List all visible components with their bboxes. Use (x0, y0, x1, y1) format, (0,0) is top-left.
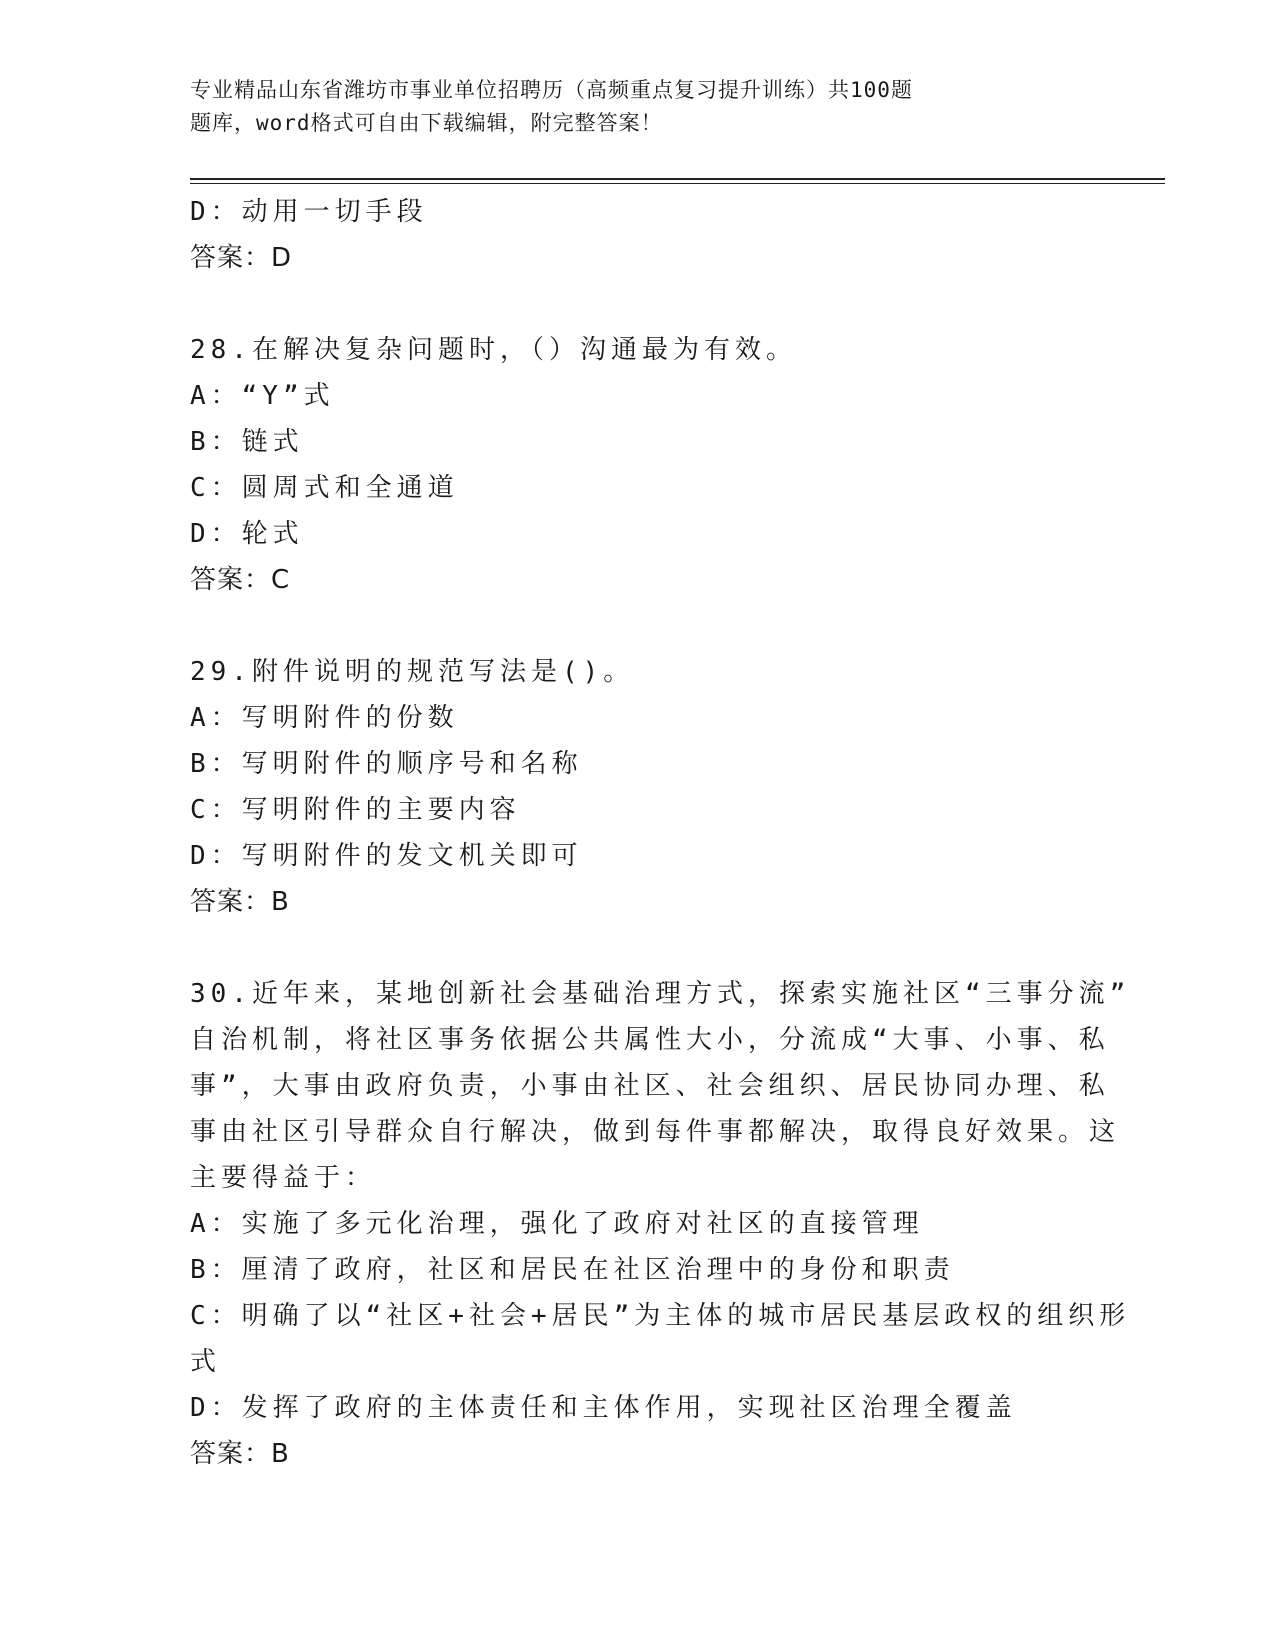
q29-option-b: B：写明附件的顺序号和名称 (190, 749, 583, 779)
header-divider-thin (190, 183, 1165, 184)
q30-option-a: A：实施了多元化治理，强化了政府对社区的直接管理 (190, 1209, 924, 1239)
q30-stem-line-1: 30.近年来，某地创新社会基础治理方式，探索实施社区“三事分流” (190, 979, 1131, 1009)
spacer (190, 281, 1090, 327)
q30-stem-line-3: 事”，大事由政府负责，小事由社区、社会组织、居民协同办理、私 (190, 1071, 1110, 1101)
q29-stem: 29.附件说明的规范写法是()。 (190, 657, 635, 687)
q29-option-c: C：写明附件的主要内容 (190, 795, 521, 825)
q30-option-d: D：发挥了政府的主体责任和主体作用，实现社区治理全覆盖 (190, 1393, 1017, 1423)
document-header (190, 74, 1050, 140)
q29-option-a: A：写明附件的份数 (190, 703, 459, 733)
q30-option-c-line-2: 式 (190, 1347, 222, 1377)
q30-answer: 答案：B (190, 1439, 290, 1469)
header-line-2: 题库，word格式可自由下载编辑，附完整答案！ (190, 111, 663, 135)
spacer (190, 603, 1090, 649)
q30-option-c-line-1: C：明确了以“社区+社会+居民”为主体的城市居民基层政权的组织形 (190, 1301, 1131, 1331)
q28-option-d: D：轮式 (190, 519, 304, 549)
q28-option-c: C：圆周式和全通道 (190, 473, 459, 503)
prev-option-d: D：动用一切手段 (190, 197, 428, 227)
header-divider-thick (190, 178, 1165, 180)
q29-answer: 答案：B (190, 887, 290, 917)
q30-stem-line-5: 主要得益于： (190, 1163, 377, 1193)
prev-answer: 答案：D (190, 243, 293, 273)
q29-option-d: D：写明附件的发文机关即可 (190, 841, 583, 871)
q28-answer: 答案：C (190, 565, 291, 595)
q28-option-b: B：链式 (190, 427, 304, 457)
q28-stem: 28.在解决复杂问题时，（）沟通最为有效。 (190, 335, 797, 365)
header-line-1: 专业精品山东省潍坊市事业单位招聘历（高频重点复习提升训练）共100题 (190, 78, 913, 102)
spacer (190, 925, 1090, 971)
q28-option-a: A：“Y”式 (190, 381, 335, 411)
q30-option-b: B：厘清了政府，社区和居民在社区治理中的身份和职责 (190, 1255, 955, 1285)
q30-stem-line-4: 事由社区引导群众自行解决，做到每件事都解决，取得良好效果。这 (190, 1117, 1121, 1147)
q30-stem-line-2: 自治机制，将社区事务依据公共属性大小，分流成“大事、小事、私 (190, 1025, 1110, 1055)
document-body (190, 189, 1131, 1477)
